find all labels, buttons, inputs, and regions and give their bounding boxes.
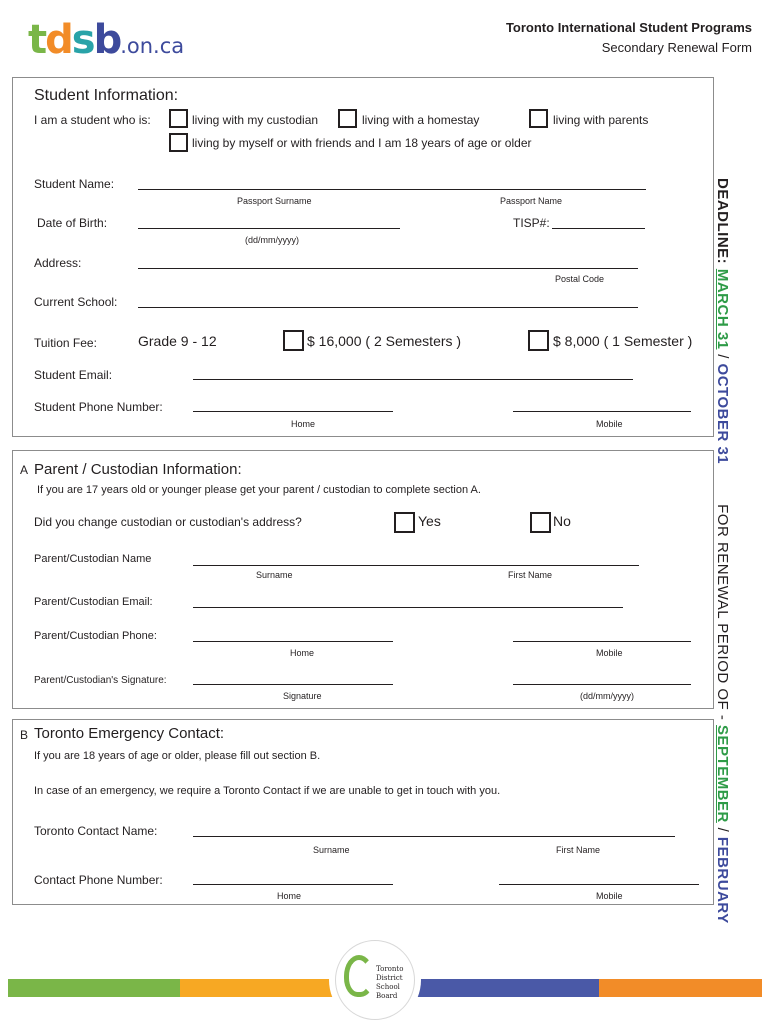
- postal-code-caption: Postal Code: [555, 274, 605, 284]
- deadline-october: OCTOBER 31: [714, 363, 731, 465]
- option-custodian: living with my custodian: [192, 113, 319, 127]
- parent-mobile-caption: Mobile: [596, 648, 623, 658]
- current-school-label: Current School:: [34, 295, 118, 309]
- deadline-sidebar: DEADLINE: MARCH 31 / OCTOBER 31FOR RENEWAL PERIOD OF - SEPTEMBER / FEBRUARY: [714, 178, 731, 924]
- student-phone-label: Student Phone Number:: [34, 400, 163, 414]
- mobile-caption: Mobile: [596, 419, 623, 429]
- student-name-label: Student Name:: [34, 177, 115, 191]
- checkbox-yes[interactable]: [394, 512, 415, 533]
- student-info-section: [12, 77, 714, 437]
- emergency-section-title: Toronto Emergency Contact:: [34, 725, 225, 742]
- parent-phone-label: Parent/Custodian Phone:: [34, 630, 157, 642]
- parent-surname-caption: Surname: [256, 570, 293, 580]
- contact-phone-label: Contact Phone Number:: [34, 873, 163, 887]
- fee-two-semesters: $ 16,000 ( 2 Semesters ): [307, 333, 462, 349]
- emergency-note: In case of an emergency, we require a Toronto Contact if we are unable to get in touch with you.: [34, 785, 501, 797]
- dob-format-caption: (dd/mm/yyyy): [245, 235, 299, 245]
- apple-icon: [344, 955, 374, 997]
- checkbox-two-semesters[interactable]: [283, 330, 304, 351]
- student-mobile-phone-field[interactable]: [513, 411, 691, 412]
- parent-section-letter: A: [20, 463, 29, 477]
- parent-name-field[interactable]: [193, 565, 639, 566]
- tdsb-logo: tdsb.on.ca: [28, 17, 185, 63]
- contact-mobile-caption: Mobile: [596, 891, 623, 901]
- tisp-label: TISP#:: [513, 216, 550, 230]
- option-parents: living with parents: [553, 113, 649, 127]
- parent-instruction: If you are 17 years old or younger please get your parent / custodian to complete section A.: [37, 484, 481, 496]
- renewal-september: SEPTEMBER: [714, 725, 731, 823]
- change-custodian-question: Did you change custodian or custodian's address?: [34, 515, 302, 529]
- checkbox-one-semester[interactable]: [528, 330, 549, 351]
- option-self: living by myself or with friends and I am 18 years of age or older: [192, 136, 532, 150]
- parent-name-label: Parent/Custodian Name: [34, 553, 152, 565]
- student-type-label: I am a student who is:: [34, 113, 151, 127]
- no-option: No: [553, 513, 571, 529]
- address-field[interactable]: [138, 268, 638, 269]
- contact-surname-caption: Surname: [313, 845, 350, 855]
- toronto-contact-name-field[interactable]: [193, 836, 675, 837]
- footer-bar-orange: [599, 979, 762, 997]
- parent-mobile-phone-field[interactable]: [513, 641, 691, 642]
- footer-bar-yellow: [180, 979, 340, 997]
- contact-first-name-caption: First Name: [556, 845, 601, 855]
- parent-home-phone-field[interactable]: [193, 641, 393, 642]
- form-program-title: Toronto International Student Programs: [505, 20, 752, 35]
- passport-surname-caption: Passport Surname: [237, 196, 312, 206]
- parent-email-label: Parent/Custodian Email:: [34, 596, 153, 608]
- tuition-fee-label: Tuition Fee:: [34, 336, 97, 350]
- checkbox-no[interactable]: [530, 512, 551, 533]
- student-home-phone-field[interactable]: [193, 411, 393, 412]
- student-email-field[interactable]: [193, 379, 633, 380]
- parent-section-title: Parent / Custodian Information:: [34, 461, 242, 478]
- address-label: Address:: [34, 256, 82, 270]
- current-school-field[interactable]: [138, 307, 638, 308]
- parent-email-field[interactable]: [193, 607, 623, 608]
- parent-signature-field[interactable]: [193, 684, 393, 685]
- parent-first-name-caption: First Name: [508, 570, 553, 580]
- tisp-field[interactable]: [552, 228, 645, 229]
- contact-mobile-phone-field[interactable]: [499, 884, 699, 885]
- renewal-february: FEBRUARY: [714, 836, 731, 924]
- parent-home-caption: Home: [290, 648, 315, 658]
- emergency-instruction: If you are 18 years of age or older, please fill out section B.: [34, 750, 321, 762]
- grade-range: Grade 9 - 12: [138, 333, 217, 349]
- passport-name-caption: Passport Name: [500, 196, 563, 206]
- footer-bar-green: [8, 979, 180, 997]
- deadline-march: MARCH 31: [714, 268, 731, 350]
- student-name-field[interactable]: [138, 189, 646, 190]
- parent-signature-label: Parent/Custodian's Signature:: [34, 675, 167, 686]
- student-section-title: Student Information:: [34, 87, 179, 104]
- checkbox-homestay[interactable]: [338, 109, 357, 128]
- checkbox-parents[interactable]: [529, 109, 548, 128]
- home-caption: Home: [291, 419, 316, 429]
- dob-field[interactable]: [138, 228, 400, 229]
- toronto-contact-name-label: Toronto Contact Name:: [34, 824, 158, 838]
- dob-label: Date of Birth:: [37, 216, 108, 230]
- student-email-label: Student Email:: [34, 368, 113, 382]
- signature-caption: Signature: [283, 691, 322, 701]
- option-homestay: living with a homestay: [362, 113, 480, 127]
- checkbox-self[interactable]: [169, 133, 188, 152]
- contact-home-phone-field[interactable]: [193, 884, 393, 885]
- deadline-label: DEADLINE:: [714, 178, 731, 269]
- renewal-period-label: FOR RENEWAL PERIOD OF -: [714, 504, 731, 726]
- contact-home-caption: Home: [277, 891, 302, 901]
- seal-text: Toronto District School Board: [376, 965, 404, 1000]
- fee-one-semester: $ 8,000 ( 1 Semester ): [553, 333, 693, 349]
- footer-bar-blue: [405, 979, 599, 997]
- parent-signature-date-field[interactable]: [513, 684, 691, 685]
- checkbox-custodian[interactable]: [169, 109, 188, 128]
- signature-date-caption: (dd/mm/yyyy): [580, 691, 634, 701]
- yes-option: Yes: [418, 513, 441, 529]
- emergency-section-letter: B: [20, 728, 29, 742]
- form-subtitle: Secondary Renewal Form: [601, 40, 752, 55]
- tdsb-seal: [335, 940, 415, 1020]
